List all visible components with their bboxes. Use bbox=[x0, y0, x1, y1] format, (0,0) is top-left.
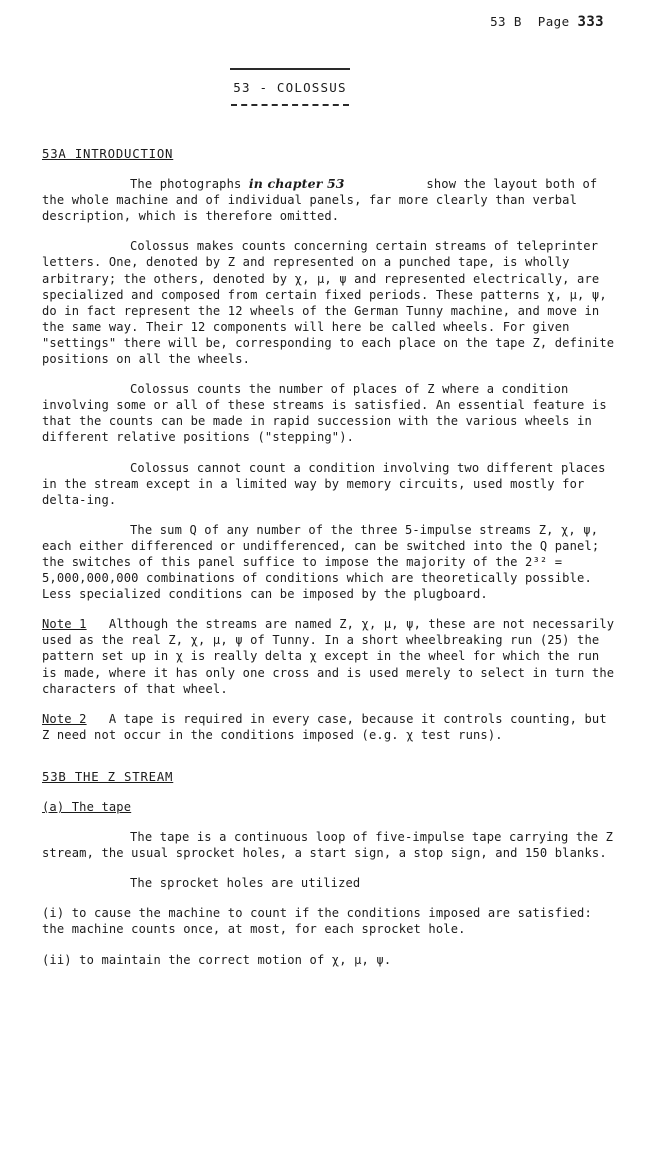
note-2-label: Note 2 bbox=[42, 711, 87, 726]
paragraph-colossus-counts-streams: Colossus makes counts concerning certain streams of teleprinter letters. One, denoted by Z and represented on a punched tape, is wholly arbitrary; the others, denoted by χ, μ, ψ and represented electrically, are specialized and composed from certain fixed periods. These patterns χ, μ, ψ, do in fact represent the 12 wheels of the German Tunny machine, and move in the same way. Their 12 components will here be called wheels. For given "settings" there will be, corresponding to each place on the tape Z, definite positions on all the wheels. bbox=[42, 239, 615, 367]
title-block bbox=[200, 68, 380, 106]
note-1-label: Note 1 bbox=[42, 617, 87, 632]
section-heading-intro: 53A INTRODUCTION bbox=[42, 147, 174, 161]
page-header bbox=[490, 14, 604, 30]
header-page-number: 333 bbox=[577, 14, 604, 30]
spacer bbox=[42, 757, 618, 769]
handwritten-annotation-chapter: in chapter 53 bbox=[248, 176, 345, 192]
note-1 bbox=[42, 616, 618, 696]
subsection-heading-tape: (a) The tape bbox=[42, 800, 132, 814]
note-2 bbox=[42, 711, 618, 743]
header-page-label: Page bbox=[537, 14, 570, 29]
document-title: 53 - COLOSSUS bbox=[233, 80, 347, 95]
header-reference: 53 B bbox=[490, 14, 522, 29]
paragraph-colossus-cannot-count: Colossus cannot count a condition involving two different places in the stream except in a limited way by memory circuits, used mostly for delta-ing. bbox=[42, 460, 606, 507]
paragraph-photographs bbox=[42, 176, 618, 224]
note-2-text: A tape is required in every case, because it controls counting, but Z need not occur in the conditions imposed (e.g. χ test runs). bbox=[42, 711, 607, 742]
paragraph-tape-description: The tape is a continuous loop of five-impulse tape carrying the Z stream, the usual sprocket holes, a start sign, a stop sign, and 150 blanks. bbox=[42, 830, 614, 861]
section-heading-z-stream: 53B THE Z STREAM bbox=[42, 769, 174, 784]
title-rule-bottom bbox=[231, 104, 349, 106]
note-1-text: Although the streams are named Z, χ, μ, ψ, these are not necessarily used as the real Z, χ, μ, ψ of Tunny. In a short wheelbreaking run (25) the pattern set up in χ is really delta χ except in the wheel for which the run is made, where it has only one cross and is used merely to select in turn the characters of that wheel. bbox=[42, 617, 615, 696]
paragraph-colossus-counts-places: Colossus counts the number of places of Z where a condition involving some or all of these streams is satisfied. An essential feature is that the counts can be made in rapid succession with the various wheels in different relative positions ("stepping"). bbox=[42, 382, 607, 445]
paragraph-photographs-rest: show the layout both of the whole machine and of individual panels, far more clearly than verbal description, which is therefore omitted. bbox=[42, 177, 598, 224]
list-item-i: (i) to cause the machine to count if the conditions imposed are satisfied: the machine counts once, at most, for each sprocket hole. bbox=[42, 906, 592, 937]
title-rule-top bbox=[230, 68, 350, 70]
paragraph-sprocket-holes: The sprocket holes are utilized bbox=[130, 876, 361, 891]
list-item-ii: (ii) to maintain the correct motion of χ, μ, ψ. bbox=[42, 952, 392, 967]
paragraph-photographs-lead: The photographs bbox=[130, 177, 242, 192]
document-body bbox=[42, 146, 618, 982]
paragraph-sum-q: The sum Q of any number of the three 5-impulse streams Z, χ, ψ, each either differenced or undifferenced, can be switched into the Q panel; the switches of this panel suffice to impose the majority of the 2³² = 5,000,000,000 combinations of conditions which are theoretically possible. Less specialized conditions can be imposed by the plugboard. bbox=[42, 522, 600, 602]
